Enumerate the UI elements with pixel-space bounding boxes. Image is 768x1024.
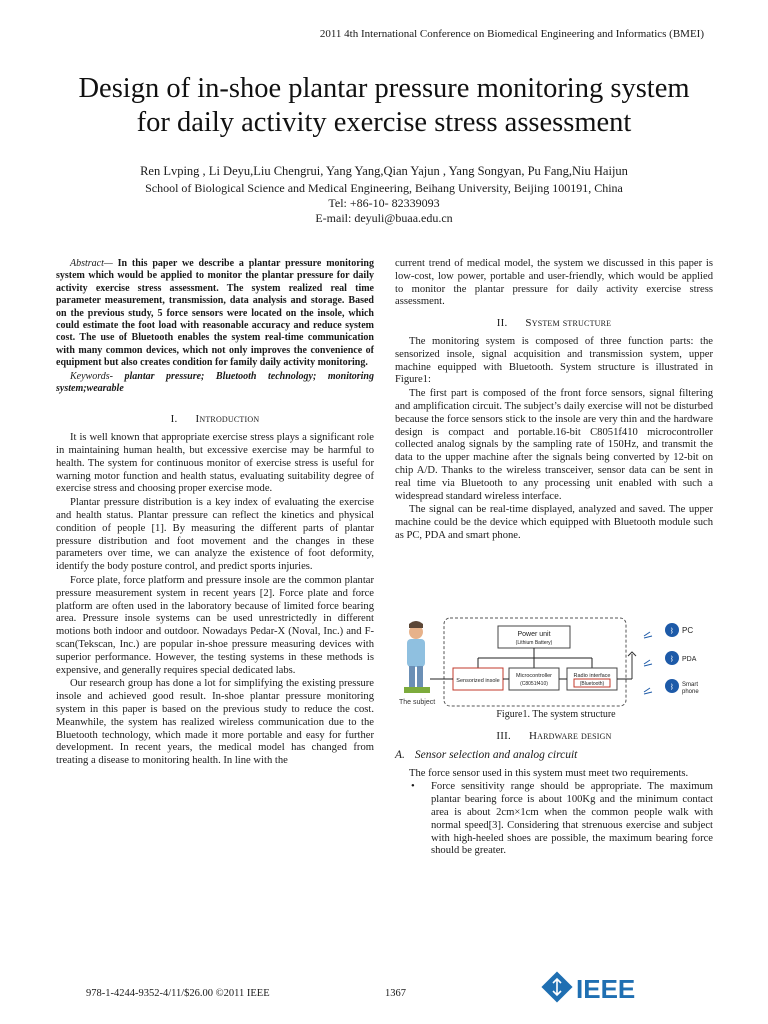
subject-ground (404, 687, 430, 693)
abstract-text: In this paper we describe a plantar pressure monitoring system which would be applied to monitor the plantar pressure for daily activity exercise stress assessment. The system realized real time parameter measurement, transmission, data analysis and storage. Based on the previous study, 5 force sensors were located on the insole, which could estimate the foot load with reasonable accuracy and reduce system cost. The use of Bluetooth enables the system real-time communication with many common devices, which not only improves the convenience of equipment but also creates condition for family daily activity monitoring. (56, 258, 374, 369)
paragraph: Force plate, force platform and pressure insole are the common plantar pressure measurement system in recent years [2]. Force plate and force platform are often used in the laboratory because of limited force bearing area. Pressure insole systems can be used unrestrictedly in different motions both indoor and outdoor. Nowadays Pedar-X (Noval, Inc.) and F-scan(Tekscan, Inc.) are popular in-shoe pressure measuring devices with superior performance. However, the testing systems in these methods is expensive, and generally requires special dedicated labs. (56, 575, 374, 676)
paragraph: The first part is composed of the front force sensors, signal filtering and amplification circuit. The subject’s daily exercise will not be disturbed because the force sensors stick to the insole are very thin and the hardware design is compact and portable.16-bit C8051f410 microcontroller collected analog signals by the sampling rate of 150Hz, and transmit the data to the upper machine after the signals being converted by 12-bit on chip A/D. Thanks to the wireless transceiver, sensor data can be sent in real time via Bluetooth to any processing unit enabled with such a widespread standard wireless interface. (395, 388, 713, 502)
subsection-title: Sensor selection and analog circuit (414, 748, 578, 761)
keywords (56, 371, 374, 396)
antenna-icon (628, 652, 636, 679)
pda-label: PDA (682, 656, 697, 663)
subsection-heading-sensor (395, 749, 713, 762)
ieee-diamond-icon (541, 971, 572, 1002)
smart-label-1: Smart (682, 682, 699, 688)
paragraph: Plantar pressure distribution is a key index of evaluating the exercise and health status. Plantar pressure can reflect the kinetics and physical condition of people [1]. By measuring the different parts of plantar pressure distribution and foot movement and the changes in these parameters over time, we can analyze the existence of foot deformity, identify the body posture control, and predict sports injuries. (56, 497, 374, 573)
section-number: I. (170, 413, 178, 426)
pc-label: PC (682, 626, 694, 635)
section-heading-hardware-design (395, 730, 713, 743)
left-column (56, 258, 374, 769)
section-number: III. (496, 730, 511, 742)
paragraph: The monitoring system is composed of three function parts: the sensorized insole, signal acquisition and transmission system, upper machine equipped with Bluetooth. System structure is illustrated in Figure1: (395, 335, 713, 386)
email-address: E-mail: deyuli@buaa.edu.cn (315, 211, 453, 225)
subject-shirt (407, 639, 425, 667)
section-heading-system-structure (395, 317, 713, 330)
section-title: Introduction (195, 413, 260, 426)
bluetooth-glyph: ᛒ (669, 656, 675, 663)
paragraph: It is well known that appropriate exercise stress plays a significant role in maintaining human health, but excessive exercise may be harmful to health. The system for continuous monitor of exercise stress is useful for warning motor function and health status, evaluating suitability degree of exercise stress and choosing proper exercise mode. (56, 432, 374, 495)
section-title: Hardware design (528, 730, 612, 742)
lithium-label: (Lithium Battery) (515, 640, 553, 646)
subject-figure (404, 621, 430, 693)
paragraph: The signal can be real-time displayed, analyzed and saved. The upper machine could be the device which equipped with Bluetooth module such as PC, PDA and smart phone. (395, 504, 713, 541)
power-unit-label: Power unit (517, 631, 551, 638)
subject-label: The subject (399, 699, 436, 706)
abstract-label: Abstract— (70, 258, 113, 269)
keywords-label: Keywords- (70, 370, 113, 382)
smart-label-2: phone (682, 689, 699, 695)
ieee-logo-mark (540, 970, 660, 1006)
bluetooth-glyph: ᛒ (669, 684, 675, 691)
mcu-label-2: (C8051f410) (520, 681, 548, 687)
title-line-2: for daily activity exercise stress assessment (136, 107, 632, 138)
abstract (56, 258, 374, 370)
subject-leg-right (417, 666, 423, 688)
mcu-label-1: Microcontroller (515, 673, 553, 679)
footer-isbn: 978-1-4244-9352-4/11/$26.00 ©2011 IEEE (86, 988, 270, 999)
insole-label: Sensorized insole (456, 678, 500, 684)
bluetooth-glyph: ᛒ (669, 628, 675, 635)
paragraph: current trend of medical model, the system we discussed in this paper is low-cost, low power, portable and user-friendly, which would be applied to monitor the plantar pressure for daily activity exercise stress assessment. (395, 258, 713, 308)
list-item: • Force sensitivity range should be appropriate. The maximum plantar bearing force is about 100Kg and the minimum contact area is about 2cm×1cm when the common people walk with normal speed[3]. Considering that strenuous exercise and subject with high-heeled shoes are possible, the maximum bearing force should be greater. (417, 781, 713, 858)
conference-header: 2011 4th International Conference on Biomedical Engineering and Informatics (BMEI) (319, 28, 704, 40)
subject-hair (409, 621, 423, 628)
title-line-1: Design of in-shoe plantar pressure monitoring system (78, 73, 690, 104)
section-title: System structure (525, 317, 612, 330)
ieee-logo-text: IEEE (576, 974, 636, 1004)
paragraph: Our research group has done a lot for simplifying the existing pressure insole and achieved good result. In-shoe plantar pressure monitoring system in this paper is based on the previous study to reduce the cost. Meanwhile, the system has realized wireless communication due to the Bluetooth technology, which made it more portable and easy for further development. In recent years, the medical model has changed from treating a disease to monitoring health. In line with the (56, 678, 374, 767)
subject-leg-left (409, 666, 415, 688)
figure-caption: Figure1. The system structure (496, 709, 616, 720)
section-heading-introduction (56, 413, 374, 426)
ieee-logo (540, 970, 660, 1006)
radio-label-1: Radio interface (573, 673, 611, 679)
radio-label-2: (Bluetooth) (579, 681, 605, 687)
subsection-number: A. (395, 748, 405, 761)
system-structure-diagram (396, 614, 716, 710)
telephone: Tel: +86-10- 82339093 (328, 196, 440, 210)
affiliation: School of Biological Science and Medical Engineering, Beihang University, Beijing 100191, China (145, 181, 623, 195)
paper-title (30, 72, 738, 140)
requirements-list (395, 781, 713, 858)
paragraph: The force sensor used in this system must meet two requirements. (409, 767, 689, 779)
right-column (395, 258, 713, 544)
author-list: Ren Lvping , Li Deyu,Liu Chengrui, Yang Yang,Qian Yajun , Yang Songyan, Pu Fang,Niu Haijun (140, 164, 628, 178)
keywords-text: plantar pressure; Bluetooth technology; monitoring system;wearable (56, 370, 374, 395)
section-number: II. (496, 317, 508, 330)
right-column-lower (395, 730, 713, 858)
page-number: 1367 (385, 988, 406, 999)
wireless-signal-icon (644, 632, 652, 694)
figure-system-structure (396, 614, 716, 710)
